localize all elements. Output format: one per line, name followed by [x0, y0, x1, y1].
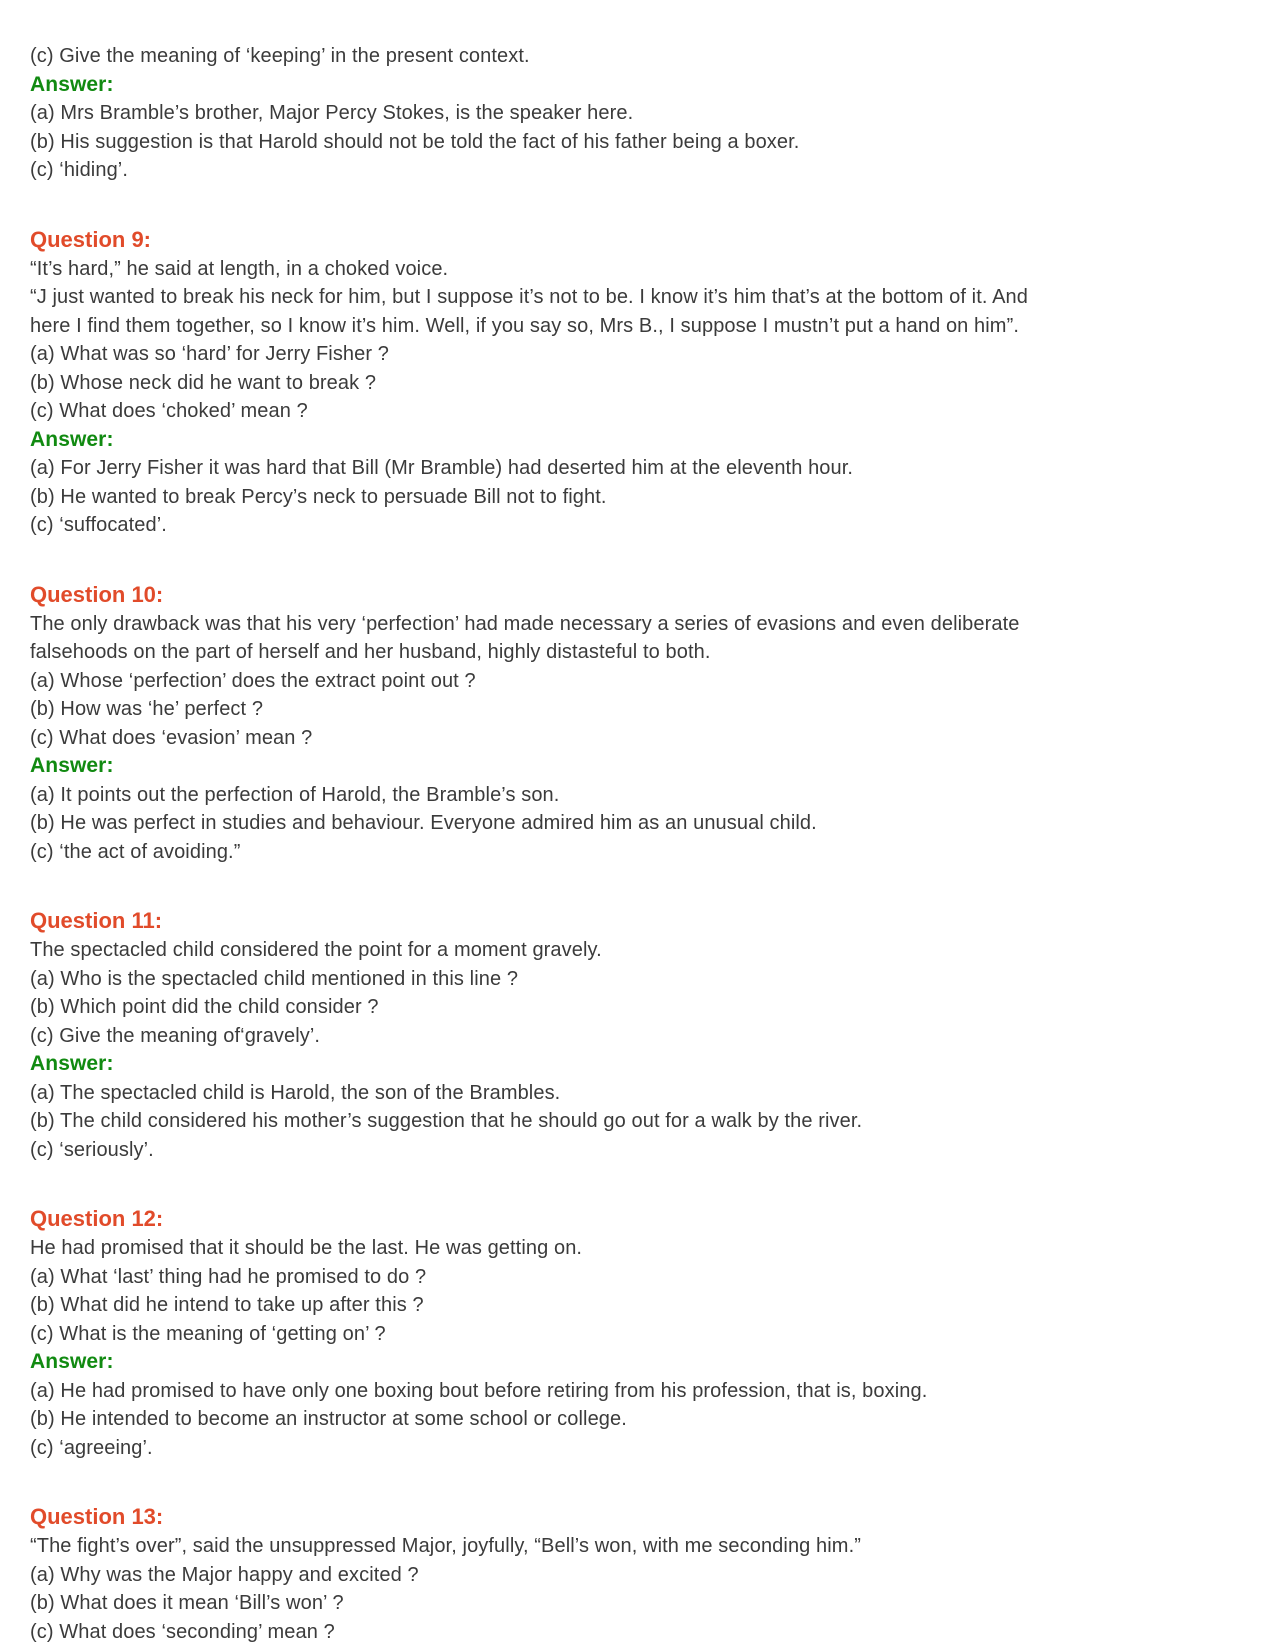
answer-label: Answer: [30, 1350, 114, 1373]
passage-line: “It’s hard,” he said at length, in a choked voice. [30, 257, 449, 280]
answer-line: (b) He was perfect in studies and behaviour. Everyone admired him as an unusual child. [30, 812, 817, 834]
sub-question: (a) Who is the spectacled child mentioned in this line ? [30, 967, 519, 990]
question-12-block [30, 1204, 1247, 1462]
answer-line: (a) It points out the perfection of Harold, the Bramble’s son. [30, 783, 560, 806]
answer-line: (a) For Jerry Fisher it was hard that Bill (Mr Bramble) had deserted him at the eleventh hour. [30, 457, 854, 479]
answer-label: Answer: [30, 72, 114, 96]
sub-question: (c) Give the meaning of ‘keeping’ in the present context. [30, 45, 530, 67]
passage-line: here I find them together, so I know it’s him. Well, if you say so, Mrs B., I suppose I mustn’t put a hand on him”. [30, 314, 1019, 337]
passage-line: The spectacled child considered the point for a moment gravely. [30, 939, 602, 961]
answer-line: (b) The child considered his mother’s suggestion that he should go out for a walk by the river. [30, 1110, 863, 1132]
question-13-block [30, 1502, 1247, 1646]
passage-line: The only drawback was that his very ‘perfection’ had made necessary a series of evasions and even deliberate [30, 612, 1020, 635]
sub-question: (b) What did he intend to take up after this ? [30, 1294, 424, 1316]
answer-line: (c) ‘agreeing’. [30, 1436, 153, 1459]
sub-question: (c) What does ‘evasion’ mean ? [30, 726, 313, 749]
passage-line: “J just wanted to break his neck for him, but I suppose it’s not to be. I know it’s him that’s at the bottom of it. And [30, 286, 1028, 308]
passage-line: “The fight’s over”, said the unsuppressed Major, joyfully, “Bell’s won, with me seconding him.” [30, 1535, 861, 1557]
sub-question: (a) What was so ‘hard’ for Jerry Fisher ? [30, 343, 390, 365]
answer-line: (b) He wanted to break Percy’s neck to persuade Bill not to fight. [30, 485, 607, 508]
answer-label: Answer: [30, 754, 114, 777]
question-8-continuation-block [30, 42, 1247, 185]
question-10-block [30, 580, 1247, 867]
sub-question: (a) What ‘last’ thing had he promised to do ? [30, 1265, 427, 1288]
answer-line: (a) He had promised to have only one boxing bout before retiring from his profession, that is, boxing. [30, 1379, 928, 1402]
passage-line: falsehoods on the part of herself and her husband, highly distasteful to both. [30, 641, 711, 663]
answer-line: (c) ‘the act of avoiding.” [30, 840, 241, 863]
passage-line: He had promised that it should be the last. He was getting on. [30, 1237, 583, 1259]
sub-question: (a) Whose ‘perfection’ does the extract point out ? [30, 669, 476, 692]
sub-question: (b) Which point did the child consider ? [30, 996, 379, 1018]
question-9-block [30, 225, 1247, 540]
question-heading: Question 12: [30, 1206, 164, 1231]
answer-line: (a) Mrs Bramble’s brother, Major Percy Stokes, is the speaker here. [30, 102, 634, 124]
sub-question: (b) Whose neck did he want to break ? [30, 371, 377, 394]
answer-line: (c) ‘suffocated’. [30, 514, 167, 536]
sub-question: (a) Why was the Major happy and excited ? [30, 1563, 419, 1586]
question-11-block [30, 906, 1247, 1164]
answer-line: (b) He intended to become an instructor at some school or college. [30, 1408, 627, 1430]
answer-label: Answer: [30, 427, 114, 451]
question-heading: Question 11: [30, 908, 163, 933]
sub-question: (c) Give the meaning of‘gravely’. [30, 1024, 321, 1047]
sub-question: (c) What is the meaning of ‘getting on’ ? [30, 1322, 386, 1345]
answer-line: (b) His suggestion is that Harold should not be told the fact of his father being a boxer. [30, 130, 800, 153]
sub-question: (b) How was ‘he’ perfect ? [30, 698, 264, 720]
sub-question: (c) What does ‘choked’ mean ? [30, 400, 308, 422]
answer-label: Answer: [30, 1052, 114, 1075]
sub-question: (c) What does ‘seconding’ mean ? [30, 1620, 335, 1643]
question-heading: Question 10: [30, 581, 164, 607]
answer-line: (c) ‘hiding’. [30, 159, 128, 181]
question-heading: Question 13: [30, 1504, 164, 1529]
answer-line: (c) ‘seriously’. [30, 1138, 154, 1161]
question-heading: Question 9: [30, 226, 152, 252]
sub-question: (b) What does it mean ‘Bill’s won’ ? [30, 1592, 344, 1614]
answer-line: (a) The spectacled child is Harold, the son of the Brambles. [30, 1081, 561, 1104]
